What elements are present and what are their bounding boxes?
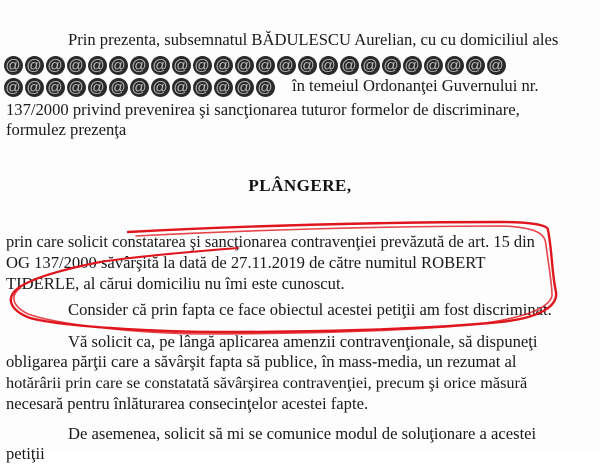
closing-line-1: De asemenea, solicit să mi se comunice modul de soluţionare a acestei [68,424,537,443]
redaction-mark: @ [404,57,421,74]
redaction-mark: @ [110,79,127,96]
redaction-mark: @ [488,57,505,74]
redaction-mark: @ [194,57,211,74]
redaction-mark: @ [26,57,43,74]
complaint-line-4: Consider că prin fapta ce face obiectul acestei petiţii am fost discriminat. [68,300,552,319]
redaction-mark: @ [383,57,400,74]
redaction-mark: @ [257,57,274,74]
redaction-mark: @ [5,79,22,96]
redaction-mark: @ [68,57,85,74]
redaction-mark: @ [131,79,148,96]
redaction-mark: @ [341,57,358,74]
redaction-mark: @ [467,57,484,74]
redaction-mark: @ [5,57,22,74]
redaction-mark: @ [236,79,253,96]
complaint-line-1: prin care solicit constatarea şi sancţionarea contravenţiei prevăzută de art. 15 din [6,232,535,251]
redaction-mark: @ [110,57,127,74]
intro-line-3-tail: în temeiul Ordonanţei Guvernului nr. [292,76,539,95]
redaction-mark: @ [425,57,442,74]
red-marker-tail [100,248,238,262]
redaction-mark: @ [131,57,148,74]
document-title: PLÂNGERE, [248,176,352,195]
intro-line-4: 137/2000 privind prevenirea şi sancţionarea tuturor formelor de discriminare, [6,100,520,119]
complaint-line-3: TIDERLE, al cărui domiciliu nu îmi este cunoscut. [6,274,345,293]
redaction-mark: @ [47,79,64,96]
redaction-mark: @ [362,57,379,74]
redaction-mark: @ [173,79,190,96]
redaction-mark: @ [278,57,295,74]
redaction-mark: @ [152,57,169,74]
redaction-mark: @ [257,79,274,96]
redaction-mark: @ [89,57,106,74]
redaction-mark: @ [152,79,169,96]
redaction-mark: @ [215,57,232,74]
redaction-mark: @ [236,57,253,74]
redaction-mark: @ [215,79,232,96]
request-line-1: Vă solicit ca, pe lângă aplicarea amenzii contravenţionale, să dispuneţi [68,332,538,351]
redaction-mark: @ [26,79,43,96]
request-line-4: necesară pentru înlăturarea consecinţelor acestei fapte. [6,394,369,413]
closing-line-2: petiţii [6,444,45,463]
redaction-mark: @ [68,79,85,96]
complaint-line-2: OG 137/2000 săvârşită la dată de 27.11.2019 de către numitul ROBERT [6,253,486,272]
redaction-mark: @ [320,57,337,74]
red-marker-scribble [11,222,556,332]
redaction-mark: @ [194,79,211,96]
request-line-3: hotărârii prin care se constatată săvârşirea contravenţiei, precum şi orice măsură [6,373,528,392]
intro-line-1: Prin prezenta, subsemnatul BĂDULESCU Aurelian, cu cu domiciliul ales [68,30,559,49]
redaction-mark: @ [173,57,190,74]
redaction-mark: @ [299,57,316,74]
intro-line-5: formulez prezenţa [6,120,127,139]
redaction-mark: @ [89,79,106,96]
redaction-mark: @ [47,57,64,74]
redaction-mark: @ [446,57,463,74]
red-marker-scribble-overlap [14,226,552,334]
request-line-2: obligarea părţii care a săvârşit fapta să publice, în mass-media, un rezumat al [6,352,517,371]
